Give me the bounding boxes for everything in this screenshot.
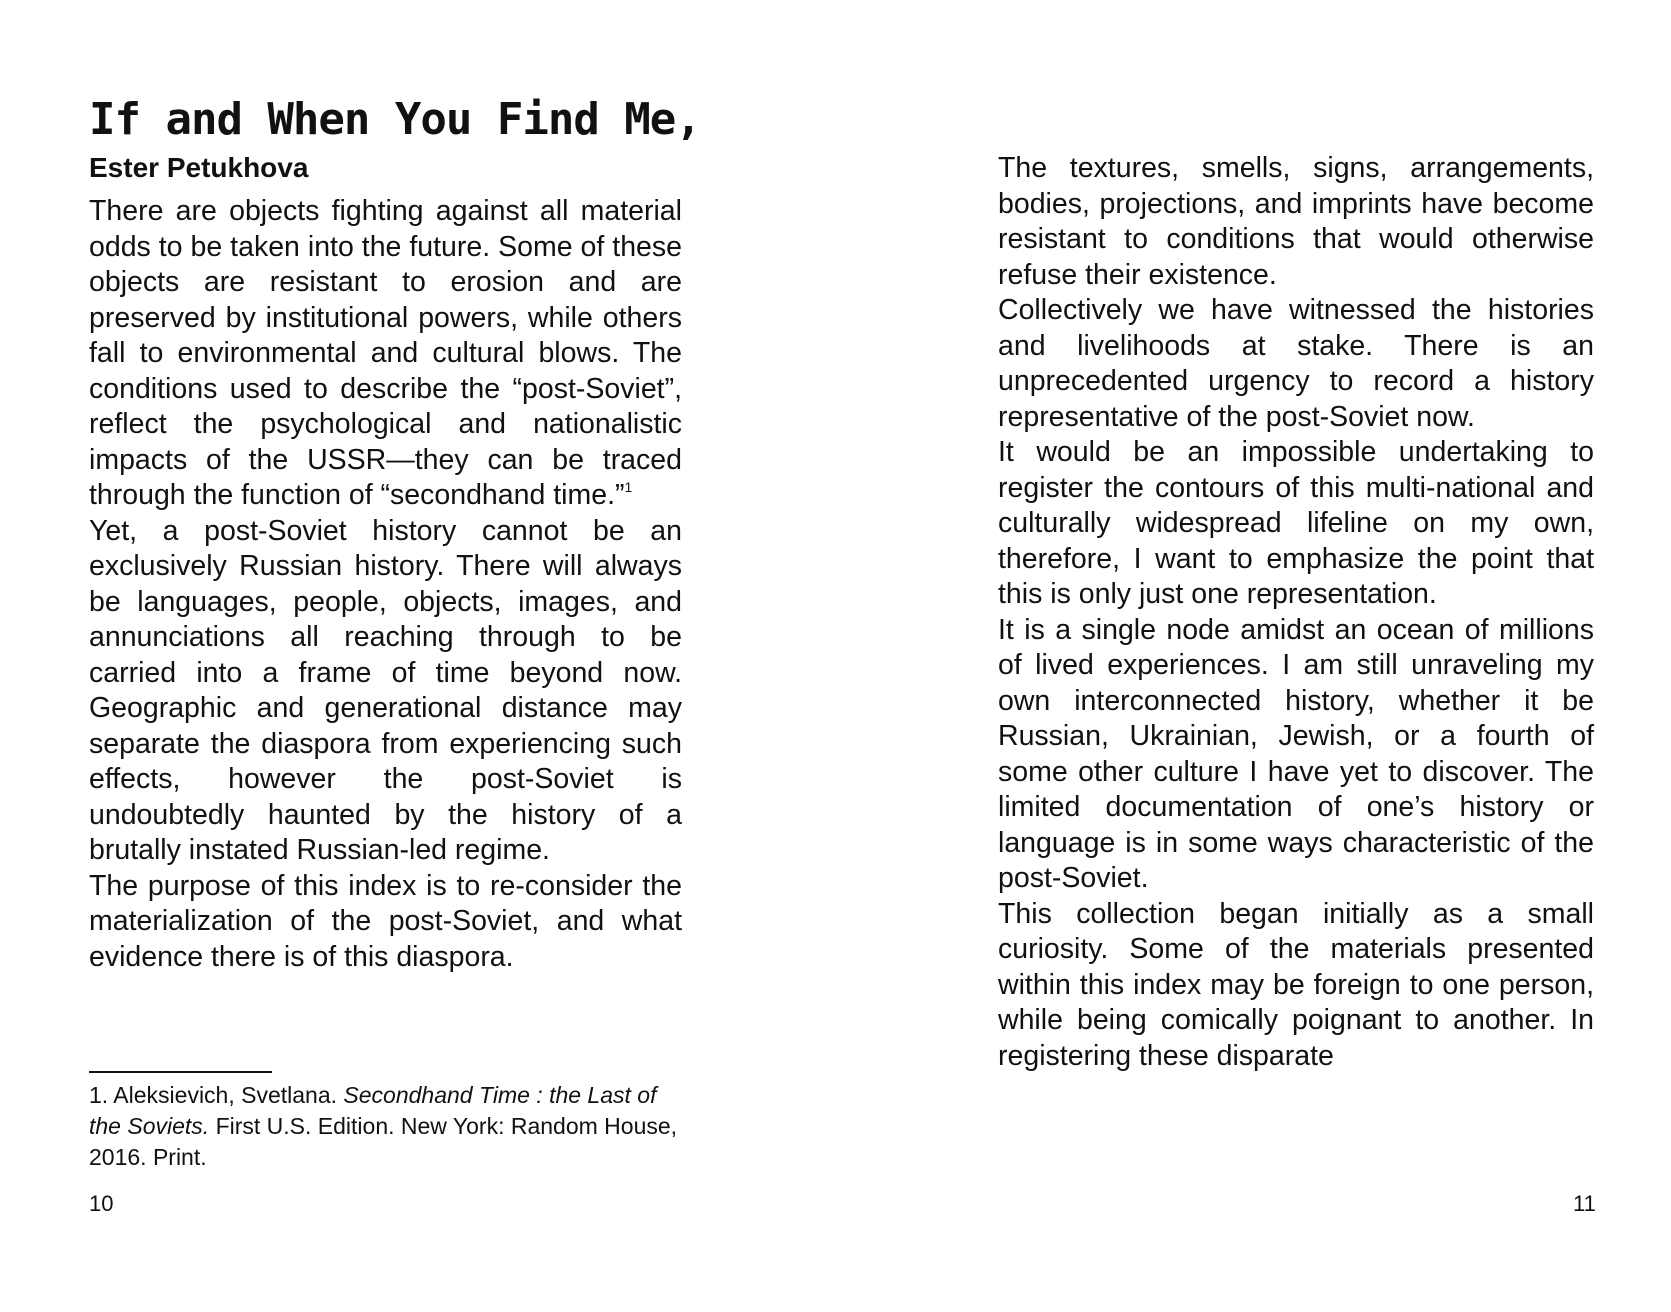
footnote [89,1080,689,1173]
right-text-column [998,151,1594,1074]
page-number-left: 10 [89,1191,114,1216]
author-name: Ester Petukhova [89,152,309,183]
page-number-right: 11 [1573,1191,1596,1216]
paragraph: The textures, smells, signs, arrangements, bodies, projections, and imprints have become resistant to conditions that would otherwise refuse their existence. [998,152,1594,291]
footnote-book-title: Secondhand Time : the Last of the Soviets. [89,1082,657,1139]
footnote-suffix: First U.S. Edition. New York: Random House, 2016. Print. [89,1113,678,1170]
paragraph: The purpose of this index is to re-consider the materialization of the post-Soviet, and what evidence there is of this diaspora. [89,869,682,973]
paragraph: Collectively we have witnessed the histories and livelihoods at stake. There is an unprecedented urgency to record a history representative of the post-Soviet now. [998,294,1594,433]
left-text-column [89,194,682,975]
right-page [835,0,1671,1312]
paragraph: It would be an impossible undertaking to register the contours of this multi-national and culturally widespread lifeline on my own, therefore, I want to emphasize the point that this is only just one representation. [998,436,1594,610]
paragraph: It is a single node amidst an ocean of millions of lived experiences. I am still unraveling my own interconnected history, whether it be Russian, Ukrainian, Jewish, or a fourth of some other culture I have yet to discover. The limited documentation of one’s history or language is in some ways characteristic of the post-Soviet. [998,613,1594,894]
left-page [0,0,835,1312]
paragraph-text: There are objects fighting against all material odds to be taken into the future. Some of these objects are resistant to erosion and are preserved by institutional powers, while others fall to environmental and cultural blows. The conditions used to describe the “post-Soviet”, reflect the psychological and nationalistic impacts of the USSR—they can be traced through the function of “secondhand time.” [89,195,682,511]
footnote-reference: 1 [624,479,633,495]
paragraph [89,194,682,514]
footnote-prefix: 1. Aleksievich, Svetlana. [89,1082,344,1108]
footnote-divider [89,1071,272,1073]
essay-title: If and When You Find Me, [89,94,701,145]
paragraph: Yet, a post-Soviet history cannot be an exclusively Russian history. There will always be languages, people, objects, images, and annunciations all reaching through to be carried into a frame of time beyond now. Geographic and generational distance may separate the diaspora from experiencing such effects, however the post-Soviet is undoubtedly haunted by the history of a brutally instated Russian-led regime. [89,514,682,866]
paragraph: This collection began initially as a small curiosity. Some of the materials presented within this index may be foreign to one person, while being comically poignant to another. In registering these disparate [998,897,1594,1072]
